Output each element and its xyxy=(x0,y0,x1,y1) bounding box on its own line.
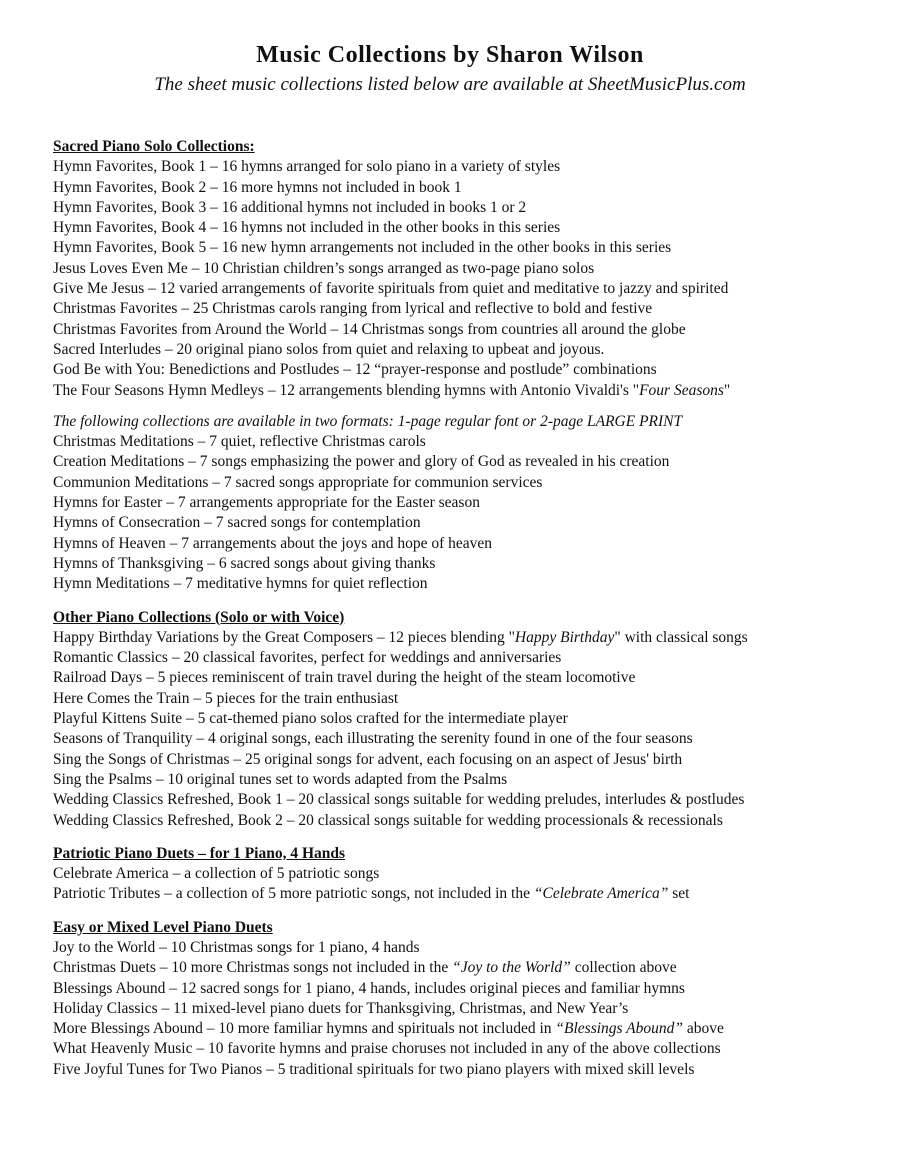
list-item: Hymn Meditations – 7 meditative hymns for quiet reflection xyxy=(53,575,428,593)
item-text: Happy Birthday Variations by the Great Composers – 12 pieces blending " xyxy=(53,628,515,646)
list-item: Christmas Favorites – 25 Christmas carols ranging from lyrical and reflective to bold and festive xyxy=(53,300,653,318)
list-item: Hymns for Easter – 7 arrangements appropriate for the Easter season xyxy=(53,494,480,512)
item-text: Christmas Duets – 10 more Christmas songs not included in the xyxy=(53,959,453,977)
list-item: Sing the Songs of Christmas – 25 original songs for advent, each focusing on an aspect of Jesus' birth xyxy=(53,750,683,768)
section-heading-easy: Easy or Mixed Level Piano Duets xyxy=(53,918,273,936)
list-item: Hymn Favorites, Book 3 – 16 additional hymns not included in books 1 or 2 xyxy=(53,198,527,216)
item-text: The Four Seasons Hymn Medleys – 12 arrangements blending hymns with Antonio Vivaldi's " xyxy=(53,381,640,399)
list-item: Hymns of Thanksgiving – 6 sacred songs about giving thanks xyxy=(53,554,436,572)
list-item: Five Joyful Tunes for Two Pianos – 5 traditional spirituals for two piano players with mixed skill levels xyxy=(53,1060,695,1078)
list-item: Blessings Abound – 12 sacred songs for 1 piano, 4 hands, includes original pieces and familiar hymns xyxy=(53,979,685,997)
list-item xyxy=(53,1019,883,1039)
list-item xyxy=(53,884,883,904)
list-item: Holiday Classics – 11 mixed-level piano duets for Thanksgiving, Christmas, and New Year’s xyxy=(53,999,629,1017)
list-item: Hymns of Heaven – 7 arrangements about the joys and hope of heaven xyxy=(53,534,493,552)
list-item xyxy=(53,381,883,401)
list-item: Communion Meditations – 7 sacred songs appropriate for communion services xyxy=(53,473,543,491)
list-item: Wedding Classics Refreshed, Book 1 – 20 classical songs suitable for wedding preludes, interludes & postludes xyxy=(53,791,745,809)
list-item xyxy=(53,958,883,978)
item-text: set xyxy=(668,885,690,903)
collections-list xyxy=(53,137,883,1080)
item-text: More Blessings Abound – 10 more familiar hymns and spirituals not included in xyxy=(53,1020,556,1038)
item-text: Patriotic Tributes – a collection of 5 more patriotic songs, not included in the xyxy=(53,885,534,903)
formats-note: The following collections are available in two formats: 1-page regular font or 2-page LARGE PRINT xyxy=(53,412,683,430)
list-item: Sing the Psalms – 10 original tunes set to words adapted from the Psalms xyxy=(53,770,508,788)
item-title-italic: “Celebrate America” xyxy=(533,885,669,903)
list-item: God Be with You: Benedictions and Postludes – 12 “prayer-response and postlude” combinations xyxy=(53,361,657,379)
list-item: Hymns of Consecration – 7 sacred songs for contemplation xyxy=(53,514,421,532)
item-text: above xyxy=(683,1020,724,1038)
list-item: Christmas Favorites from Around the World – 14 Christmas songs from countries all around the globe xyxy=(53,320,686,338)
list-item: Hymn Favorites, Book 5 – 16 new hymn arrangements not included in the other books in this series xyxy=(53,239,672,257)
item-text: " xyxy=(723,381,731,399)
section-heading-other: Other Piano Collections (Solo or with Voice) xyxy=(53,608,345,626)
item-title-italic: “Joy to the World” xyxy=(452,959,571,977)
list-item: Seasons of Tranquility – 4 original songs, each illustrating the serenity found in one of the four seasons xyxy=(53,730,693,748)
section-heading-sacred: Sacred Piano Solo Collections: xyxy=(53,138,255,155)
item-title-italic: “Blessings Abound” xyxy=(555,1020,684,1038)
item-title-italic: Four Seasons xyxy=(639,381,724,399)
list-item: Sacred Interludes – 20 original piano solos from quiet and relaxing to upbeat and joyous. xyxy=(53,340,605,358)
item-text: " with classical songs xyxy=(614,628,748,646)
list-item: Give Me Jesus – 12 varied arrangements of favorite spirituals from quiet and meditative to jazzy and spirited xyxy=(53,280,729,298)
list-item: Christmas Meditations – 7 quiet, reflective Christmas carols xyxy=(53,433,426,451)
list-item: Jesus Loves Even Me – 10 Christian children’s songs arranged as two-page piano solos xyxy=(53,259,595,277)
list-item: Hymn Favorites, Book 1 – 16 hymns arranged for solo piano in a variety of styles xyxy=(53,158,561,176)
item-text: collection above xyxy=(570,959,677,977)
list-item: Hymn Favorites, Book 2 – 16 more hymns not included in book 1 xyxy=(53,178,462,196)
list-item: Celebrate America – a collection of 5 patriotic songs xyxy=(53,865,380,883)
list-item xyxy=(53,628,883,648)
item-title-italic: Happy Birthday xyxy=(514,628,615,646)
list-item: Railroad Days – 5 pieces reminiscent of train travel during the height of the steam locomotive xyxy=(53,669,636,687)
list-item: Creation Meditations – 7 songs emphasizing the power and glory of God as revealed in his creation xyxy=(53,453,670,471)
list-item: Hymn Favorites, Book 4 – 16 hymns not included in the other books in this series xyxy=(53,219,561,237)
list-item: What Heavenly Music – 10 favorite hymns and praise choruses not included in any of the above collections xyxy=(53,1040,721,1058)
list-item: Wedding Classics Refreshed, Book 2 – 20 classical songs suitable for wedding processionals & recessionals xyxy=(53,811,723,829)
section-heading-patriotic: Patriotic Piano Duets – for 1 Piano, 4 Hands xyxy=(53,844,346,862)
list-item: Joy to the World – 10 Christmas songs for 1 piano, 4 hands xyxy=(53,938,420,956)
list-item: Romantic Classics – 20 classical favorites, perfect for weddings and anniversaries xyxy=(53,649,562,667)
page-subtitle: The sheet music collections listed below are available at SheetMusicPlus.com xyxy=(154,74,746,95)
list-item: Playful Kittens Suite – 5 cat-themed piano solos crafted for the intermediate player xyxy=(53,710,568,728)
page-title: Music Collections by Sharon Wilson xyxy=(256,42,644,68)
list-item: Here Comes the Train – 5 pieces for the train enthusiast xyxy=(53,689,399,707)
